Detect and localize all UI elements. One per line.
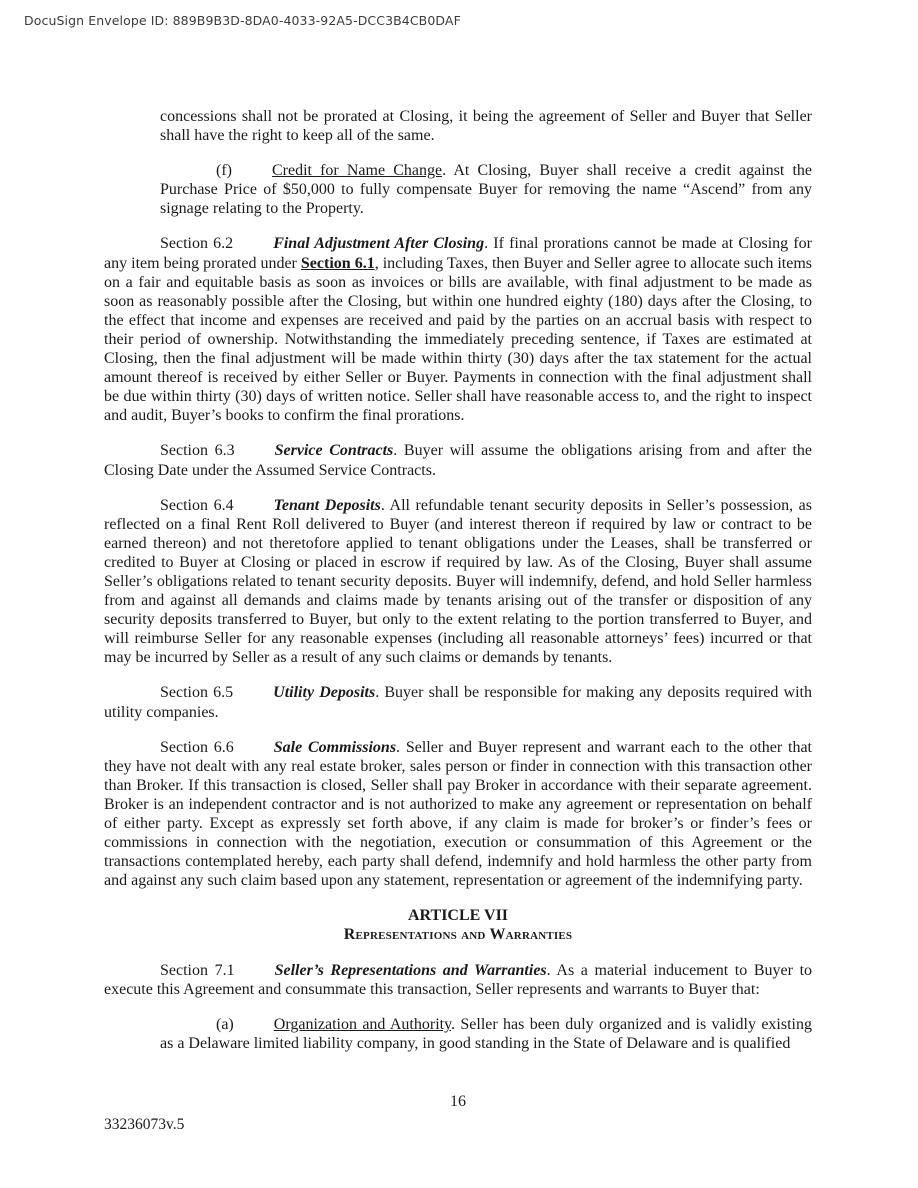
heading-article-vii: ARTICLE VII <box>407 907 509 925</box>
paragraph-section-6-6-sale-commissions: Section 6.6 Sale Commissions. Seller and Buyer represent and warrant each to the other that they have not dealt with any real estate broker, sales person or finder in connection with this transaction other than Broker. If this transaction is closed, Seller shall pay Broker in accordance with their separate agreement. Broker is an independent contractor and is not authorized to make any agreement or representation on behalf of either party. Except as expressly set forth above, if any claim is made for broker’s or finder’s fees or commissions in connection with the negotiation, execution or consummation of this Agreement or the transactions contemplated hereby, each party shall defend, indemnify and hold harmless the other party from and against any such claim based upon any statement, representation or agreement of the indemnifying party. <box>104 738 812 890</box>
page-number: 16 <box>450 1093 466 1110</box>
paragraph-concessions-continuation: concessions shall not be prorated at Closing, it being the agreement of Seller and Buyer that Seller shall have the right to keep all of the same. <box>160 108 812 145</box>
heading-representations-and-warranties: Representations and Warranties <box>343 926 573 944</box>
paragraph-section-6-4-tenant-deposits: Section 6.4 Tenant Deposits. All refundable tenant security deposits in Seller’s possession, as reflected on a final Rent Roll delivered to Buyer (and interest thereon if required by law or contract to be earned thereon) and not theretofore applied to tenant obligations under the Leases, shall be transferred or credited to Buyer at Closing or placed in escrow if required by law. As of the Closing, Buyer shall assume Seller’s obligations related to tenant security deposits. Buyer will indemnify, defend, and hold Seller harmless from and against all demands and claims made by tenants arising out of the transfer or disposition of any security deposits transferred to Buyer, but only to the extent relating to the portion transferred to Buyer, and will reimburse Seller for any reasonable expenses (including all reasonable attorneys’ fees) incurred or that may be incurred by Seller as a result of any such claims or demands by tenants. <box>104 496 812 667</box>
paragraph-section-6-2-final-adjustment-after-closing: Section 6.2 Final Adjustment After Closing. If final prorations cannot be made at Closing for any item being prorated under Section 6.1, including Taxes, then Buyer and Seller agree to allocate such items on a fair and equitable basis as soon as invoices or bills are available, with final adjustment to be made as soon as reasonably possible after the Closing, but within one hundred eighty (180) days after the Closing, to the effect that income and expenses are received and paid by the parties on an accrual basis with respect to their period of ownership. Notwithstanding the immediately preceding sentence, if Taxes are estimated at Closing, then the final adjustment will be made within thirty (30) days after the tax statement for the actual amount thereof is received by either Seller or Buyer. Payments in connection with the final adjustment shall be due within thirty (30) days of written notice. Seller shall have reasonable access to, and the right to inspect and audit, Buyer’s books to confirm the final prorations. <box>104 235 812 425</box>
document-version-number: 33236073v.5 <box>104 1116 185 1133</box>
paragraph-section-7-1-sellers-representations-and-warranties: Section 7.1 Seller’s Representations and Warranties. As a material inducement to Buyer to execute this Agreement and consummate this transaction, Seller represents and warrants to Buyer that: <box>104 961 813 998</box>
paragraph-a-organization-and-authority: (a) Organization and Authority. Seller has been duly organized and is validly existing as a Delaware limited liability company, in good standing in the State of Delaware and is qualified <box>160 1015 812 1052</box>
paragraph-f-credit-for-name-change: (f) Credit for Name Change. At Closing, Buyer shall receive a credit against the Purchase Price of $50,000 to fully compensate Buyer for removing the name “Ascend” from any signage relating to the Property. <box>160 162 813 218</box>
paragraph-section-6-5-utility-deposits: Section 6.5 Utility Deposits. Buyer shall be responsible for making any deposits required with utility companies. <box>104 684 812 721</box>
docusign-envelope-id: DocuSign Envelope ID: 889B9B3D-8DA0-4033-92A5-DCC3B4CB0DAF <box>24 13 461 28</box>
paragraph-section-6-3-service-contracts: Section 6.3 Service Contracts. Buyer will assume the obligations arising from and after the Closing Date under the Assumed Service Contracts. <box>104 442 812 479</box>
document-body <box>104 107 812 1053</box>
